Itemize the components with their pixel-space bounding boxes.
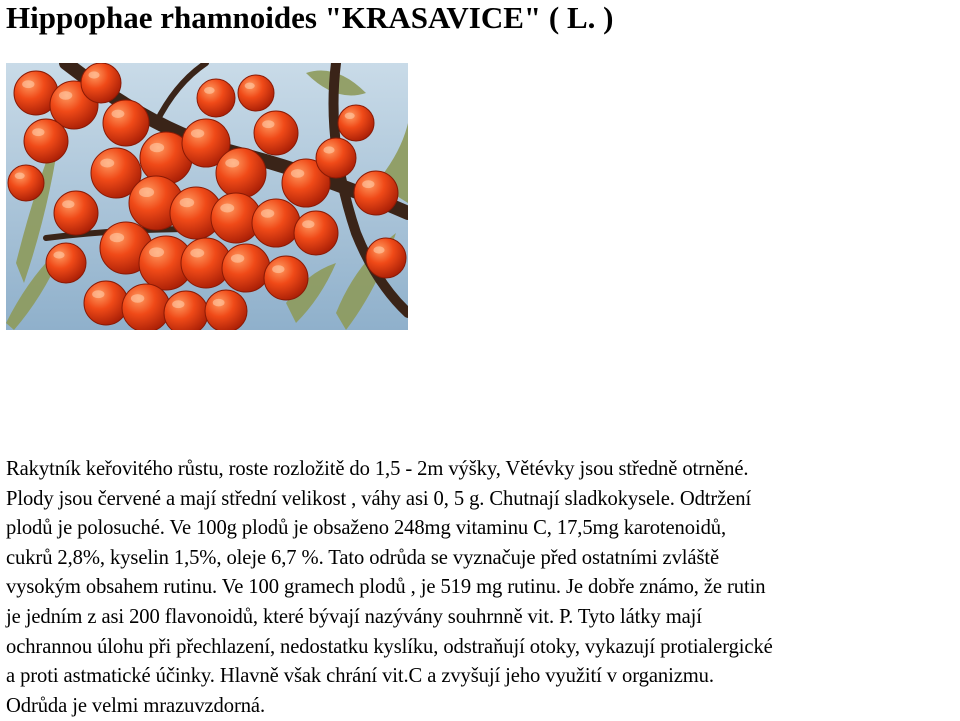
description-line: vysokým obsahem rutinu. Ve 100 gramech plodů , je 519 mg rutinu. Je dobře známo, že rutin (6, 576, 766, 599)
berry (164, 291, 208, 330)
berry-highlight (149, 247, 164, 257)
berry (254, 111, 298, 155)
berry-highlight (225, 159, 239, 168)
description-text (6, 455, 958, 721)
berry (197, 79, 235, 117)
sea-buckthorn-berries-photo (6, 63, 408, 330)
berry (294, 211, 338, 255)
berry-highlight (15, 173, 25, 179)
berry (366, 238, 406, 278)
berry-highlight (245, 83, 255, 89)
berry-highlight (53, 251, 64, 258)
berry (24, 119, 68, 163)
berry (103, 100, 149, 146)
berry-highlight (22, 80, 34, 88)
berry-highlight (345, 113, 355, 119)
berry-highlight (190, 249, 204, 258)
berries-illustration (6, 63, 408, 330)
berry (222, 244, 270, 292)
description-line: cukrů 2,8%, kyselin 1,5%, oleje 6,7 %. Tato odrůda se vyznačuje před ostatními zvláště (6, 546, 720, 569)
berry-highlight (100, 159, 114, 168)
berry (8, 165, 44, 201)
berry (46, 243, 86, 283)
berry-highlight (291, 169, 304, 178)
description-line: Plody jsou červené a mají střední velikost , váhy asi 0, 5 g. Chutnají sladkokysele. Odtržení (6, 487, 752, 510)
berry-highlight (373, 246, 384, 253)
berry-highlight (32, 128, 44, 136)
description-line: ochrannou úlohu při přechlazení, nedostatku kyslíku, odstraňují otoky, vykazují protialergické (6, 635, 773, 658)
berry-highlight (150, 143, 165, 152)
berry-highlight (62, 200, 74, 208)
berry-highlight (272, 265, 284, 273)
description-line: a proti astmatické účinky. Hlavně však chrání vit.C a zvyšují jeho využití v organizmu. (6, 665, 714, 688)
page-title: Hippophae rhamnoides "KRASAVICE" ( L. ) (6, 0, 614, 35)
berry-highlight (92, 290, 104, 298)
description-line: Rakytník keřovitého růstu, roste rozložitě do 1,5 - 2m výšky, Větévky jsou středně otrněné. (6, 458, 749, 480)
berry-highlight (231, 254, 244, 263)
berry-highlight (180, 198, 195, 207)
berry (54, 191, 98, 235)
berry-highlight (112, 110, 125, 118)
berry (216, 148, 266, 198)
berry (205, 290, 247, 330)
berry-highlight (172, 300, 184, 308)
berry-highlight (59, 91, 72, 100)
berry-highlight (204, 87, 215, 94)
berry (354, 171, 398, 215)
berry-highlight (262, 120, 274, 128)
berry (81, 63, 121, 103)
berry-highlight (362, 180, 374, 188)
berry-highlight (88, 71, 99, 78)
berry (252, 199, 300, 247)
berry (316, 138, 356, 178)
berry-highlight (323, 146, 334, 153)
berry-highlight (220, 204, 234, 213)
berry-highlight (139, 187, 154, 197)
berry-highlight (213, 299, 225, 307)
berry (122, 284, 170, 330)
berry (238, 75, 274, 111)
description-line: je jedním z asi 200 flavonoidů, které bývají nazývány souhrnně vit. P. Tyto látky mají (6, 605, 702, 628)
description-line: plodů je polosuché. Ve 100g plodů je obsaženo 248mg vitaminu C, 17,5mg karotenoidů, (6, 517, 727, 540)
description-line: Odrůda je velmi mrazuvzdorná. (6, 694, 265, 717)
berry-highlight (302, 220, 314, 228)
berry (84, 281, 128, 325)
berry-highlight (191, 129, 204, 138)
berry-highlight (261, 209, 274, 218)
berry-highlight (131, 294, 144, 303)
berry-highlight (110, 233, 125, 242)
berry (264, 256, 308, 300)
berry (338, 105, 374, 141)
